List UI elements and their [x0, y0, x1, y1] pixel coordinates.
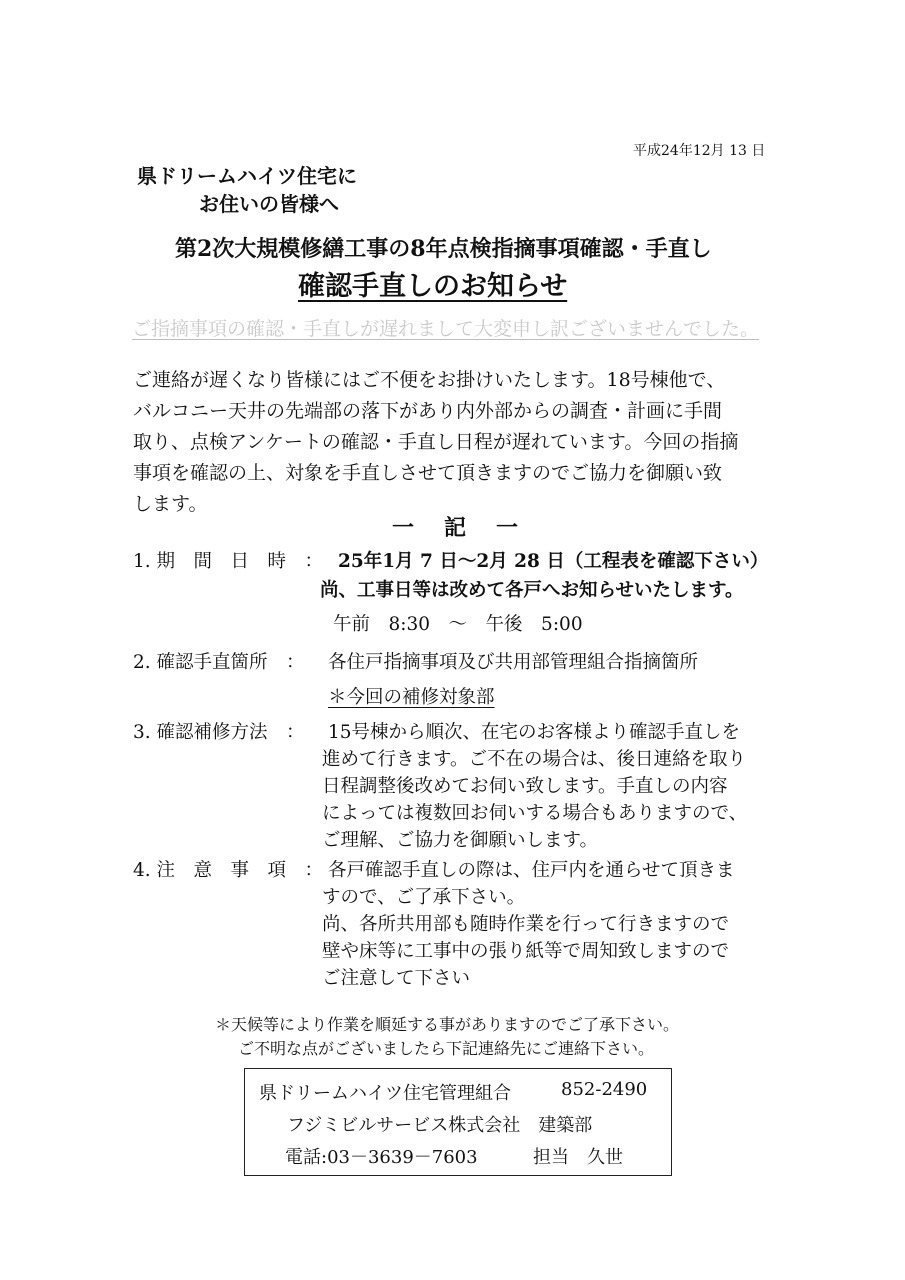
item-1-label: 1. 期 間 日 時 ： [133, 551, 324, 572]
item-3-line-4: によっては複数回お伺いする場合もありますので、 [322, 803, 748, 824]
note-line-2: ご不明な点がございましたら下記連絡先にご連絡下さい。 [238, 1039, 655, 1058]
contact-box [244, 1068, 672, 1176]
issue-date: 平成24年12月 13 日 [633, 143, 766, 159]
item-4-line-1: 各戸確認手直しの際は、住戸内を通らせて頂きま [328, 860, 735, 881]
contact-org-2: フジミビルサービス株式会社 建築部 [287, 1115, 593, 1136]
note-line-1: ＊天候等により作業を順延する事がありますのでご了承下さい。 [215, 1015, 680, 1034]
item-3-label: 3. 確認補修方法 ： [133, 722, 305, 743]
contact-org-1-phone: 852-2490 [561, 1079, 648, 1100]
ki-heading: 一 記 一 [392, 515, 523, 541]
apology-text: ご指摘事項の確認・手直しが遅れまして大変申し訳ございませんでした。 [132, 318, 760, 340]
contact-person: 担当 久世 [533, 1147, 623, 1168]
body-line-5: します。 [133, 493, 208, 515]
body-line-2: バルコニー天井の先端部の落下があり内外部からの調査・計画に手間 [133, 400, 723, 422]
item-1-period: 25年1月 7 日～2月 28 日（工程表を確認下さい） [338, 551, 769, 572]
item-1-hours: 午前 8:30 ～ 午後 5:00 [333, 614, 583, 635]
item-3-line-1: 15号棟から順次、在宅のお客様より確認手直しを [328, 722, 741, 743]
contact-org-1: 県ドリームハイツ住宅管理組合 [259, 1083, 511, 1104]
item-2-label: 2. 確認手直箇所 ： [133, 652, 305, 673]
item-2-target: ＊今回の補修対象部 [328, 687, 495, 708]
item-3-line-3: 日程調整後改めてお伺い致します。手直しの内容 [322, 776, 728, 797]
item-4-line-4: 壁や床等に工事中の張り紙等で周知致しますので [322, 941, 730, 962]
item-4-line-2: すので、ご了承下さい。 [322, 887, 526, 908]
body-line-1: ご連絡が遅くなり皆様にはご不便をお掛けいたします。18号棟他で、 [133, 369, 726, 391]
title-line-1: 第2次大規模修繕工事の8年点検指摘事項確認・手直し [175, 236, 712, 262]
addressee-line-2: お住いの皆様へ [199, 192, 339, 216]
item-1-note: 尚、工事日等は改めて各戸へお知らせいたします。 [320, 580, 744, 601]
contact-phone: 電話:03－3639－7603 [285, 1147, 478, 1168]
body-line-3: 取り、点検アンケートの確認・手直し日程が遅れています。今回の指摘 [133, 431, 739, 453]
item-3-line-2: 進めて行きます。ご不在の場合は、後日連絡を取り [322, 749, 747, 770]
item-4-line-3: 尚、各所共用部も随時作業を行って行きますので [322, 914, 730, 935]
body-line-4: 事項を確認の上、対象を手直しさせて頂きますのでご協力を御願い致 [133, 462, 723, 484]
item-4-line-5: ご注意して下さい [322, 968, 471, 989]
title-line-2: 確認手直しのお知らせ [298, 271, 568, 302]
item-2-location: 各住戸指摘事項及び共用部管理組合指摘箇所 [328, 652, 699, 673]
item-4-label: 4. 注 意 事 項 ： [133, 860, 324, 881]
item-3-line-5: ご理解、ご協力を御願いします。 [322, 830, 599, 851]
addressee-line-1: 県ドリームハイツ住宅に [137, 164, 357, 188]
